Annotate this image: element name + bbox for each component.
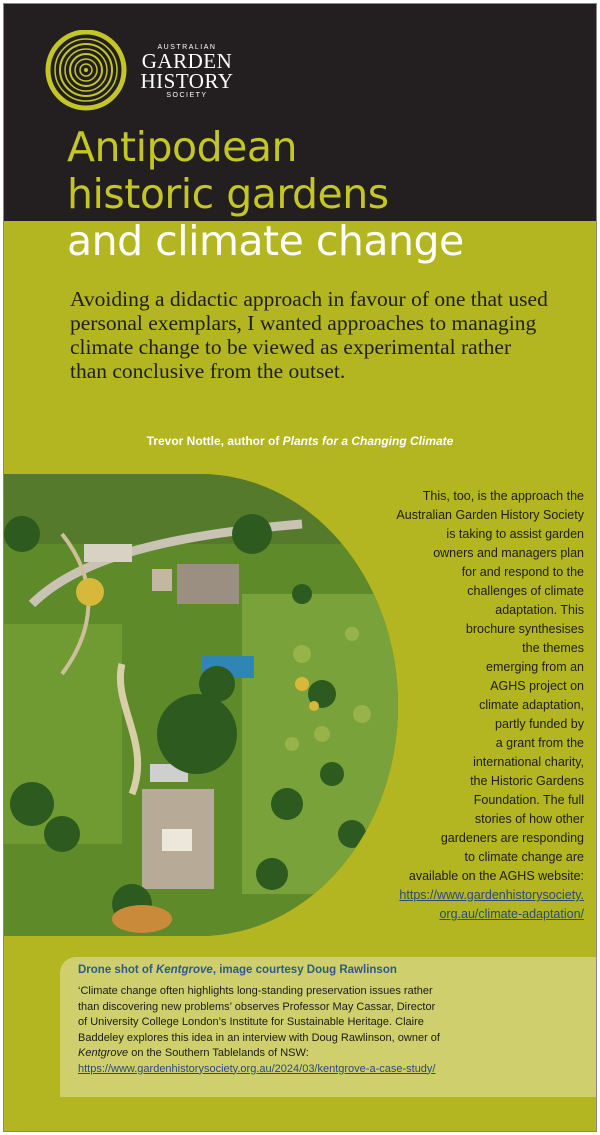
caption-line: of University College London’s Institute for Sustainable Heritage. Claire bbox=[78, 1016, 424, 1028]
caption-line-rest: on the Southern Tablelands of NSW: bbox=[128, 1047, 309, 1059]
body-line: brochure synthesises bbox=[465, 622, 584, 636]
aghs-logo bbox=[44, 30, 244, 110]
pull-quote: Avoiding a didactic approach in favour of one that used personal exemplars, I wanted approaches to managing climate change to be viewed as experimental rather than conclusive from the outset. bbox=[70, 287, 548, 383]
logo-wordmark bbox=[132, 44, 242, 99]
title-line-3: and climate change bbox=[67, 217, 464, 265]
caption-line: Baddeley explores this idea in an interview with Doug Rawlinson, owner of bbox=[78, 1031, 440, 1044]
logo-bottom-label: SOCIETY bbox=[166, 92, 208, 99]
body-line: This, too, is the approach the bbox=[422, 489, 584, 503]
caption-suffix: , image courtesy Doug Rawlinson bbox=[212, 964, 397, 976]
body-line: challenges of climate bbox=[467, 584, 584, 598]
photo-caption bbox=[78, 964, 397, 976]
quote-attribution bbox=[4, 434, 596, 448]
title-line-2: historic gardens bbox=[67, 170, 389, 218]
body-paragraph bbox=[284, 487, 584, 924]
body-line: AGHS project on bbox=[490, 679, 584, 693]
page-title bbox=[67, 124, 464, 265]
body-line: climate adaptation, bbox=[479, 698, 584, 712]
body-line: is taking to assist garden bbox=[446, 527, 584, 541]
caption-place: Kentgrove bbox=[155, 964, 213, 976]
attribution-prefix: Trevor Nottle, author of bbox=[146, 434, 283, 448]
caption-line bbox=[78, 1046, 588, 1062]
logo-line-history: HISTORY bbox=[140, 69, 234, 93]
body-line: to climate change are bbox=[464, 850, 584, 864]
body-line: for and respond to the bbox=[461, 565, 584, 579]
body-line: stories of how other bbox=[474, 812, 584, 826]
caption-line-place: Kentgrove bbox=[78, 1047, 129, 1059]
body-line: emerging from an bbox=[486, 660, 584, 674]
body-line: the themes bbox=[522, 641, 584, 655]
attribution-book-title: Plants for a Changing Climate bbox=[282, 434, 454, 448]
body-line: Foundation. The full bbox=[473, 793, 584, 807]
body-line: owners and managers plan bbox=[433, 546, 584, 560]
body-line: available on the AGHS website: bbox=[408, 869, 584, 883]
body-line: Australian Garden History Society bbox=[396, 508, 584, 522]
caption-body bbox=[78, 984, 588, 1077]
body-line: the Historic Gardens bbox=[470, 774, 584, 788]
body-line: partly funded by bbox=[495, 717, 584, 731]
caption-line: ‘Climate change often highlights long-standing preservation issues rather bbox=[78, 985, 433, 997]
body-line: international charity, bbox=[473, 755, 584, 769]
title-line-1: Antipodean bbox=[67, 123, 297, 171]
body-line: adaptation. This bbox=[495, 603, 584, 617]
brochure-page bbox=[3, 3, 597, 1132]
caption-line: than discovering new problems’ observes Professor May Cassar, Director bbox=[78, 1000, 436, 1013]
body-line: a grant from the bbox=[495, 736, 584, 750]
logo-line-garden: GARDEN bbox=[141, 49, 233, 73]
climate-adaptation-link-continued[interactable]: org.au/climate-adaptation/ bbox=[439, 907, 584, 921]
logo-top-label: AUSTRALIAN bbox=[157, 44, 217, 51]
caption-prefix: Drone shot of bbox=[78, 964, 156, 976]
tree-rings-logo-icon bbox=[44, 30, 128, 114]
climate-adaptation-link[interactable]: https://www.gardenhistorysociety. bbox=[399, 888, 584, 902]
body-line: gardeners are responding bbox=[440, 831, 584, 845]
kentgrove-case-study-link[interactable]: https://www.gardenhistorysociety.org.au/2024/03/kentgrove-a-case-study/ bbox=[78, 1062, 436, 1075]
